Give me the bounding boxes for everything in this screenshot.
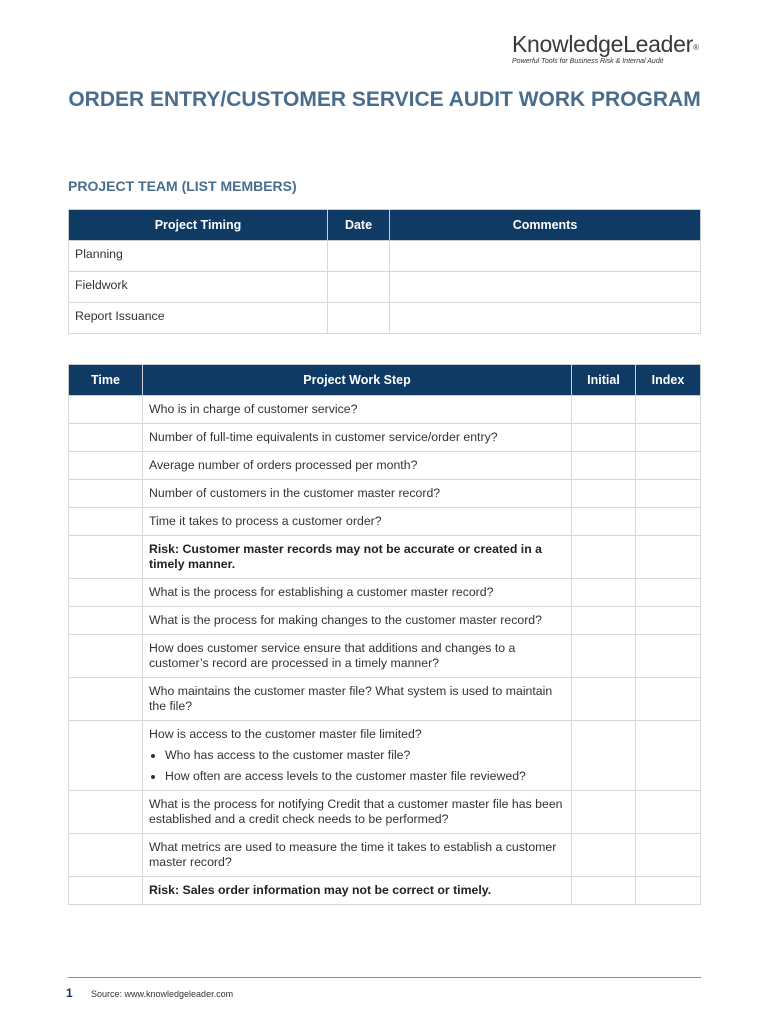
table-row (69, 579, 701, 607)
logo-knowledge: Knowledge (512, 31, 624, 57)
initial-cell[interactable] (572, 877, 636, 905)
table-row (69, 877, 701, 905)
timing-label: Planning (69, 241, 328, 272)
time-cell[interactable] (69, 480, 143, 508)
work-step: Number of customers in the customer master record? (143, 480, 572, 508)
table-row (69, 508, 701, 536)
work-step: Who maintains the customer master file? What system is used to maintain the file? (143, 678, 572, 721)
index-cell[interactable] (636, 834, 701, 877)
index-cell[interactable] (636, 877, 701, 905)
time-cell[interactable] (69, 508, 143, 536)
index-cell[interactable] (636, 396, 701, 424)
index-cell[interactable] (636, 579, 701, 607)
header-project-timing: Project Timing (69, 210, 328, 241)
initial-cell[interactable] (572, 424, 636, 452)
initial-cell[interactable] (572, 396, 636, 424)
initial-cell[interactable] (572, 635, 636, 678)
risk-statement: Risk: Sales order information may not be correct or timely. (143, 877, 572, 905)
table-row (69, 396, 701, 424)
time-cell[interactable] (69, 579, 143, 607)
index-cell[interactable] (636, 480, 701, 508)
table-row (69, 607, 701, 635)
work-step: Who is in charge of customer service? (143, 396, 572, 424)
initial-cell[interactable] (572, 834, 636, 877)
header-date: Date (328, 210, 390, 241)
initial-cell[interactable] (572, 508, 636, 536)
risk-statement: Risk: Customer master records may not be accurate or created in a timely manner. (143, 536, 572, 579)
time-cell[interactable] (69, 791, 143, 834)
bullet-list (149, 748, 565, 784)
time-cell[interactable] (69, 678, 143, 721)
initial-cell[interactable] (572, 452, 636, 480)
table-row (69, 424, 701, 452)
knowledgeleader-logo (512, 30, 712, 65)
comments-cell[interactable] (390, 241, 701, 272)
table-row (69, 536, 701, 579)
timing-label: Fieldwork (69, 272, 328, 303)
time-cell[interactable] (69, 424, 143, 452)
index-cell[interactable] (636, 508, 701, 536)
index-cell[interactable] (636, 791, 701, 834)
page-title: ORDER ENTRY/CUSTOMER SERVICE AUDIT WORK PROGRAM (68, 88, 701, 111)
footer-divider (68, 977, 701, 978)
index-cell[interactable] (636, 635, 701, 678)
comments-cell[interactable] (390, 303, 701, 334)
index-cell[interactable] (636, 678, 701, 721)
time-cell[interactable] (69, 452, 143, 480)
timing-header-row (69, 210, 701, 241)
work-step: What is the process for establishing a customer master record? (143, 579, 572, 607)
date-cell[interactable] (328, 303, 390, 334)
index-cell[interactable] (636, 452, 701, 480)
project-work-step-table (68, 364, 701, 905)
index-cell[interactable] (636, 721, 701, 791)
initial-cell[interactable] (572, 536, 636, 579)
footer-source: Source: www.knowledgeleader.com (91, 989, 234, 999)
bullet-item: • Who has access to the customer master file? (165, 748, 565, 763)
time-cell[interactable] (69, 877, 143, 905)
project-timing-table (68, 209, 701, 334)
index-cell[interactable] (636, 424, 701, 452)
table-row (69, 303, 701, 334)
header-initial: Initial (572, 365, 636, 396)
page-number: 1 (66, 986, 73, 1000)
table-row (69, 834, 701, 877)
date-cell[interactable] (328, 241, 390, 272)
header-project-work-step: Project Work Step (143, 365, 572, 396)
initial-cell[interactable] (572, 678, 636, 721)
work-step: How does customer service ensure that additions and changes to a customer’s record are processed in a timely manner? (143, 635, 572, 678)
date-cell[interactable] (328, 272, 390, 303)
initial-cell[interactable] (572, 480, 636, 508)
logo-registered-mark: ® (692, 43, 699, 52)
initial-cell[interactable] (572, 607, 636, 635)
logo-wordmark (512, 30, 712, 58)
work-step: What is the process for making changes to the customer master record? (143, 607, 572, 635)
table-row (69, 678, 701, 721)
initial-cell[interactable] (572, 579, 636, 607)
time-cell[interactable] (69, 635, 143, 678)
section-heading: PROJECT TEAM (LIST MEMBERS) (68, 178, 297, 194)
initial-cell[interactable] (572, 721, 636, 791)
work-step: What is the process for notifying Credit that a customer master file has been established and a credit check needs to be performed? (143, 791, 572, 834)
work-step: Time it takes to process a customer order? (143, 508, 572, 536)
header-time: Time (69, 365, 143, 396)
initial-cell[interactable] (572, 791, 636, 834)
table-row (69, 272, 701, 303)
logo-tagline: Powerful Tools for Business Risk & Internal Audit (512, 58, 664, 65)
table-row (69, 480, 701, 508)
time-cell[interactable] (69, 721, 143, 791)
header-comments: Comments (390, 210, 701, 241)
comments-cell[interactable] (390, 272, 701, 303)
logo-leader: Leader (623, 31, 693, 57)
work-step: Average number of orders processed per month? (143, 452, 572, 480)
work-step: What metrics are used to measure the time it takes to establish a customer master record? (143, 834, 572, 877)
bullet-item: • How often are access levels to the customer master file reviewed? (165, 769, 565, 784)
index-cell[interactable] (636, 536, 701, 579)
time-cell[interactable] (69, 396, 143, 424)
time-cell[interactable] (69, 834, 143, 877)
timing-label: Report Issuance (69, 303, 328, 334)
table-row (69, 241, 701, 272)
table-row (69, 721, 701, 791)
header-index: Index (636, 365, 701, 396)
table-row (69, 635, 701, 678)
index-cell[interactable] (636, 607, 701, 635)
work-step: How is access to the customer master file limited? (149, 727, 422, 741)
work-step-with-bullets (143, 721, 572, 791)
table-row (69, 452, 701, 480)
time-cell[interactable] (69, 607, 143, 635)
work-step: Number of full-time equivalents in customer service/order entry? (143, 424, 572, 452)
work-header-row (69, 365, 701, 396)
table-row (69, 791, 701, 834)
time-cell[interactable] (69, 536, 143, 579)
